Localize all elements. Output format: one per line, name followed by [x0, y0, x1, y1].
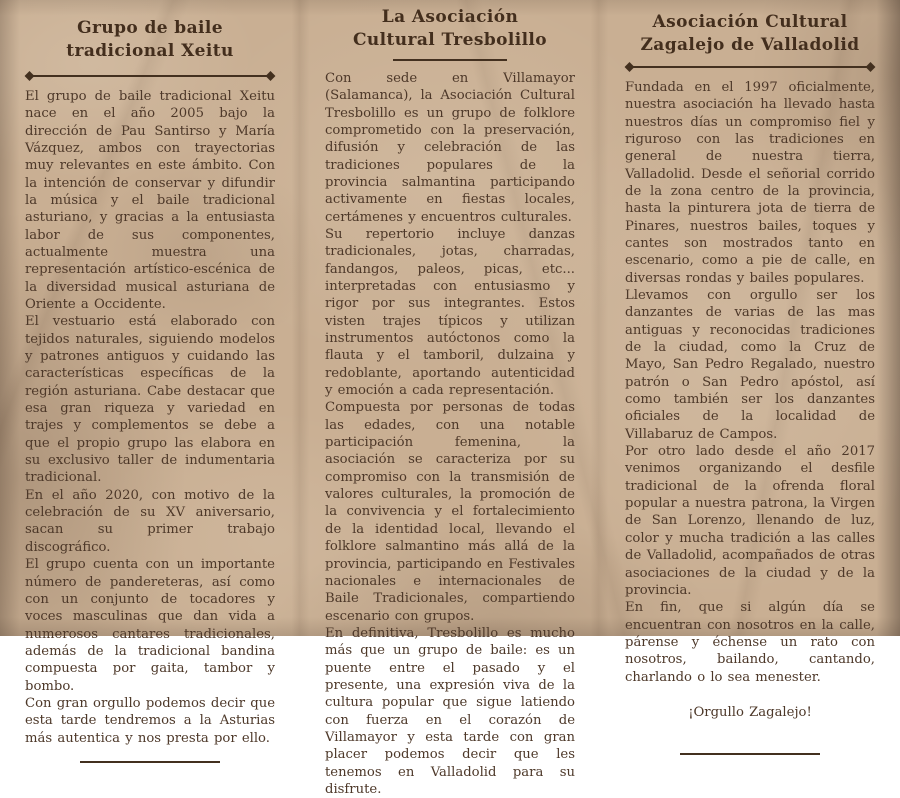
- footer-line: [680, 753, 820, 755]
- closing-slogan: ¡Orgullo Zagalejo!: [688, 704, 812, 720]
- paragraph: El vestuario está elaborado con tejidos naturales, siguiendo modelos y patrones antiguos y cuidando las características específicas de la región asturiana. Cabe destacar que esa gran riqueza y variedad en trajes y complementos se debe a que el propio grupo las elabora en su exclusivo taller de indumentaria tradicional.: [25, 314, 275, 486]
- paragraph: Llevamos con orgullo ser los danzantes de varias de las mas antiguas y reconocidas tradiciones de la ciudad, como la Cruz de Mayo, San Pedro Regalado, nuestro patrón o San Pedro apóstol, así como también ser los danzantes oficiales de la localidad de Villabaruz de Campos.: [625, 288, 875, 442]
- plain-divider: [393, 59, 507, 61]
- diamond-divider: [627, 66, 873, 68]
- paragraph: Su repertorio incluye danzas tradicionales, jotas, charradas, fandangos, paleos, picas, etc... interpretadas con entusiasmo y rigor por sus integrantes. Estos visten trajes típicos y utilizan instrumentos autóctonos como la flauta y el tamboril, dulzaina y redoblante, aportando autenticidad y emoción a cada representación.: [325, 226, 575, 399]
- paragraph: El grupo de baile tradicional Xeitu nace en el año 2005 bajo la dirección de Pau Santirso y María Vázquez, ambos con trayectorias muy relevantes en este ámbito. Con la intención de conservar y difundir la música y el baile tradicional asturiano, y gracias a la entusiasta labor de sus componentes, actualmente muestra una representación artístico-escénica de la diversidad musical asturiana de Oriente a Occidente.: [25, 88, 275, 312]
- panel-tresbolillo-body: [325, 70, 575, 798]
- footer-line: [80, 761, 220, 763]
- paragraph: Con sede en Villamayor (Salamanca), la Asociación Cultural Tresbolillo es un grupo de folklore comprometido con la preservación, difusión y celebración de las tradiciones populares de la provincia salmantina participando activamente en fiestas locales, certámenes y encuentros culturales.: [325, 70, 575, 225]
- paragraph: Con gran orgullo podemos decir que esta tarde tendremos a la Asturias más autentica y nos presta por ello.: [25, 695, 275, 746]
- diamond-divider: [27, 75, 273, 77]
- paragraph: En el año 2020, con motivo de la celebración de su XV aniversario, sacan su primer trabajo discográfico.: [25, 487, 275, 555]
- paragraph: El grupo cuenta con un importante número de pandereteras, así como con un conjunto de tocadores y voces masculinas que dan vida a numerosos cantares tradicionales, además de la tradicional bandina compuesta por gaita, tambor y bombo.: [25, 557, 275, 694]
- panel-xeitu-title: Grupo de baile tradicional Xeitu: [66, 18, 234, 61]
- panel-tresbolillo: [325, 0, 575, 797]
- paragraph: Por otro lado desde el año 2017 venimos organizando el desfile tradicional de la ofrenda floral popular a nuestra patrona, la Virgen de San Lorenzo, llenando de luz, color y mucha tradición a las calles de Valladolid, acompañados de otras asociaciones de la ciudad y de la provincia.: [625, 444, 875, 598]
- paragraph: Compuesta por personas de todas las edades, con una notable participación femenina, la asociación se caracteriza por su compromiso con la transmisión de valores culturales, la promoción de la convivencia y el fortalecimiento de la identidad local, llevando el folklore salmantino más allá de la provincia, participando en Festivales nacionales e internacionales de Baile Tradicionales, compartiendo escenario con grupos.: [325, 400, 575, 624]
- paragraph: En definitiva, Tresbolillo es mucho más que un grupo de baile: es un puente entre el pasado y el presente, una expresión viva de la cultura popular que sigue latiendo con fuerza en el corazón de Villamayor y esta tarde con gran placer podemos decir que les tenemos en Valladolid para su disfrute.: [325, 625, 575, 797]
- panel-xeitu-body: [25, 88, 275, 747]
- panel-xeitu: [25, 0, 275, 746]
- panel-zagalejo-title: Asociación Cultural Zagalejo de Valladolid: [640, 12, 860, 55]
- paragraph: Fundada en el 1997 oficialmente, nuestra asociación ha llevado hasta nuestros días un compromiso fiel y riguroso con las tradiciones en general de nuestra tierra, Valladolid. Desde el señorial corrido de la zona centro de la provincia, hasta la pinturera jota de tierra de Pinares, nuestros bailes, toques y cantes son mostrados tanto en escenario, como a pie de calle, en diversas rondas y bailes populares.: [625, 79, 875, 286]
- paragraph: En fin, que si algún día se encuentran con nosotros en la calle, párense y échense un rato con nosotros, bailando, cantando, charlando o lo sea menester.: [625, 600, 875, 685]
- panel-zagalejo: [625, 0, 875, 720]
- panel-tresbolillo-title: La Asociación Cultural Tresbolillo: [352, 7, 548, 50]
- panel-zagalejo-body: [625, 79, 875, 721]
